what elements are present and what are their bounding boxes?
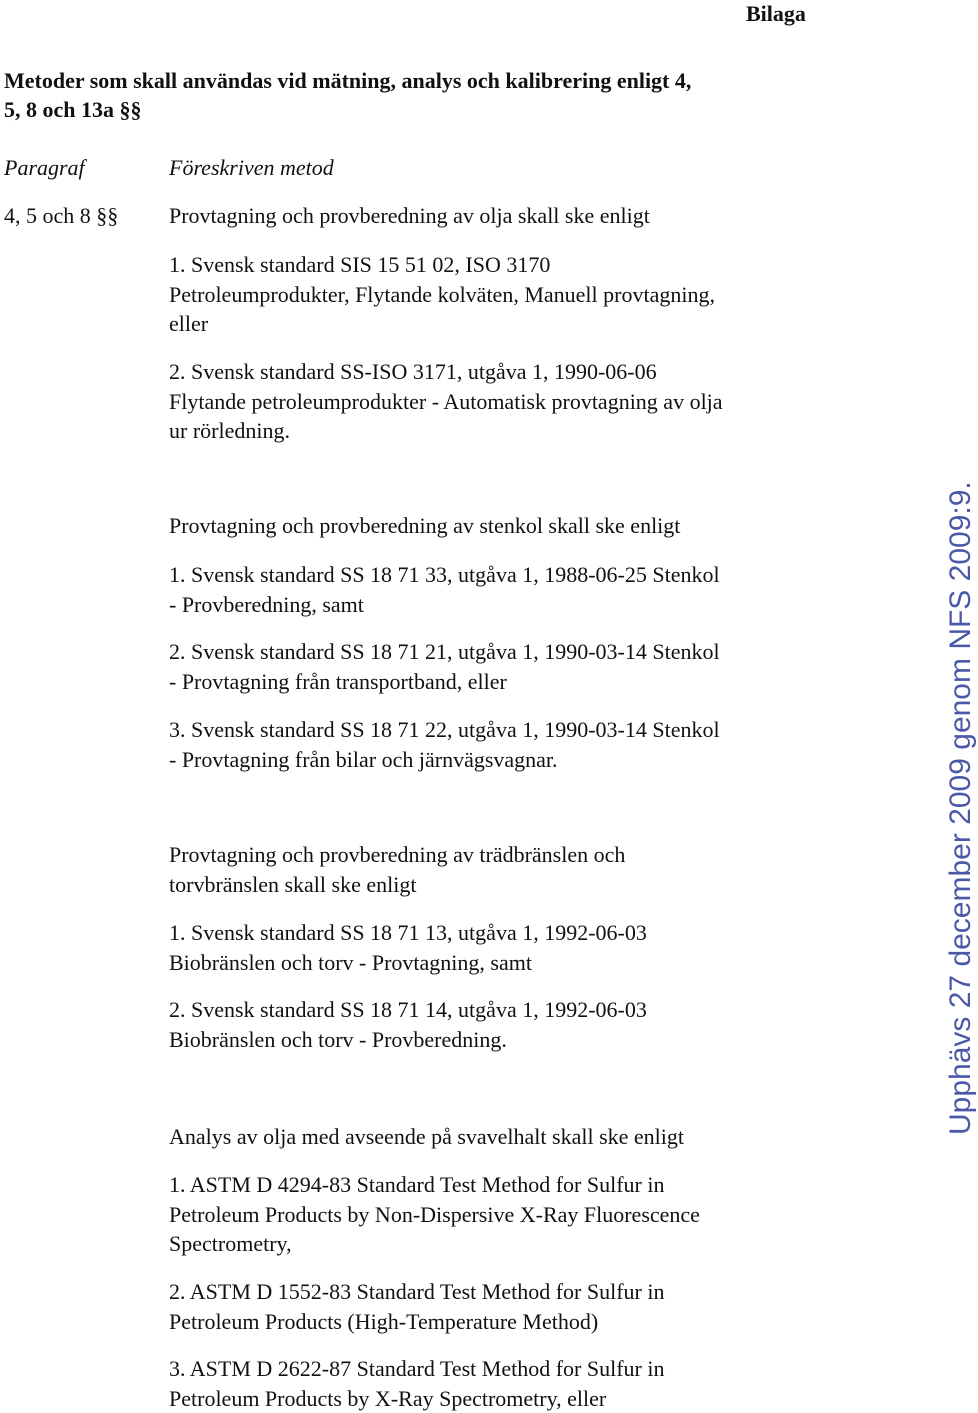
tradbransle-item-2-line-2: Biobränslen och torv - Provberedning. [169, 1025, 647, 1055]
svavel-item-3-line-2: Petroleum Products by X-Ray Spectrometry, eller [169, 1384, 664, 1413]
olja-item-2 [169, 357, 723, 446]
olja-item-1-line-2: Petroleumprodukter, Flytande kolväten, Manuell provtagning, [169, 280, 715, 310]
svavel-item-2-line-2: Petroleum Products (High-Temperature Method) [169, 1307, 664, 1337]
olja-heading: Provtagning och provberedning av olja skall ske enligt [169, 201, 650, 231]
tradbransle-item-1-line-1: 1. Svensk standard SS 18 71 13, utgåva 1, 1992-06-03 [169, 918, 647, 948]
olja-item-2-line-2: Flytande petroleumprodukter - Automatisk provtagning av olja [169, 387, 723, 417]
bilaga-label: Bilaga [746, 0, 806, 29]
tradbransle-item-2-line-1: 2. Svensk standard SS 18 71 14, utgåva 1, 1992-06-03 [169, 995, 647, 1025]
svavel-item-2-line-1: 2. ASTM D 1552-83 Standard Test Method for Sulfur in [169, 1277, 664, 1307]
column-header-method: Föreskriven metod [169, 153, 334, 183]
olja-item-1-line-3: eller [169, 309, 715, 339]
stenkol-item-1-line-1: 1. Svensk standard SS 18 71 33, utgåva 1, 1988-06-25 Stenkol [169, 560, 720, 590]
repeal-watermark: Upphävs 27 december 2009 genom NFS 2009:9. [944, 490, 978, 1135]
tradbransle-item-2 [169, 995, 647, 1054]
olja-item-2-line-1: 2. Svensk standard SS-ISO 3171, utgåva 1, 1990-06-06 [169, 357, 723, 387]
stenkol-item-2 [169, 637, 720, 696]
tradbransle-heading-line-2: torvbränslen skall ske enligt [169, 870, 625, 900]
stenkol-item-1 [169, 560, 720, 619]
stenkol-item-1-line-2: - Provberedning, samt [169, 590, 720, 620]
svavel-item-3-line-1: 3. ASTM D 2622-87 Standard Test Method for Sulfur in [169, 1354, 664, 1384]
stenkol-item-3-line-1: 3. Svensk standard SS 18 71 22, utgåva 1, 1990-03-14 Stenkol [169, 715, 720, 745]
olja-item-1 [169, 250, 715, 339]
svavel-item-1-line-1: 1. ASTM D 4294-83 Standard Test Method for Sulfur in [169, 1170, 700, 1200]
tradbransle-heading-line-1: Provtagning och provberedning av trädbränslen och [169, 840, 625, 870]
stenkol-item-2-line-1: 2. Svensk standard SS 18 71 21, utgåva 1, 1990-03-14 Stenkol [169, 637, 720, 667]
svavel-item-1 [169, 1170, 700, 1259]
svavel-item-1-line-2: Petroleum Products by Non-Dispersive X-Ray Fluorescence [169, 1200, 700, 1230]
stenkol-item-2-line-2: - Provtagning från transportband, eller [169, 667, 720, 697]
page-title-line-1: Metoder som skall användas vid mätning, analys och kalibrering enligt 4, [4, 66, 691, 96]
svavel-item-2 [169, 1277, 664, 1336]
tradbransle-heading [169, 840, 625, 899]
olja-item-1-line-1: 1. Svensk standard SIS 15 51 02, ISO 3170 [169, 250, 715, 280]
stenkol-item-3 [169, 715, 720, 774]
tradbransle-item-1-line-2: Biobränslen och torv - Provtagning, samt [169, 948, 647, 978]
column-header-paragraph: Paragraf [4, 153, 85, 183]
page-title-line-2: 5, 8 och 13a §§ [4, 95, 142, 125]
tradbransle-item-1 [169, 918, 647, 977]
svavel-item-3 [169, 1354, 664, 1413]
svavel-heading: Analys av olja med avseende på svavelhalt skall ske enligt [169, 1122, 684, 1152]
olja-item-2-line-3: ur rörledning. [169, 416, 723, 446]
section-label: 4, 5 och 8 §§ [4, 201, 118, 231]
stenkol-item-3-line-2: - Provtagning från bilar och järnvägsvagnar. [169, 745, 720, 775]
svavel-item-1-line-3: Spectrometry, [169, 1229, 700, 1259]
stenkol-heading: Provtagning och provberedning av stenkol skall ske enligt [169, 511, 680, 541]
